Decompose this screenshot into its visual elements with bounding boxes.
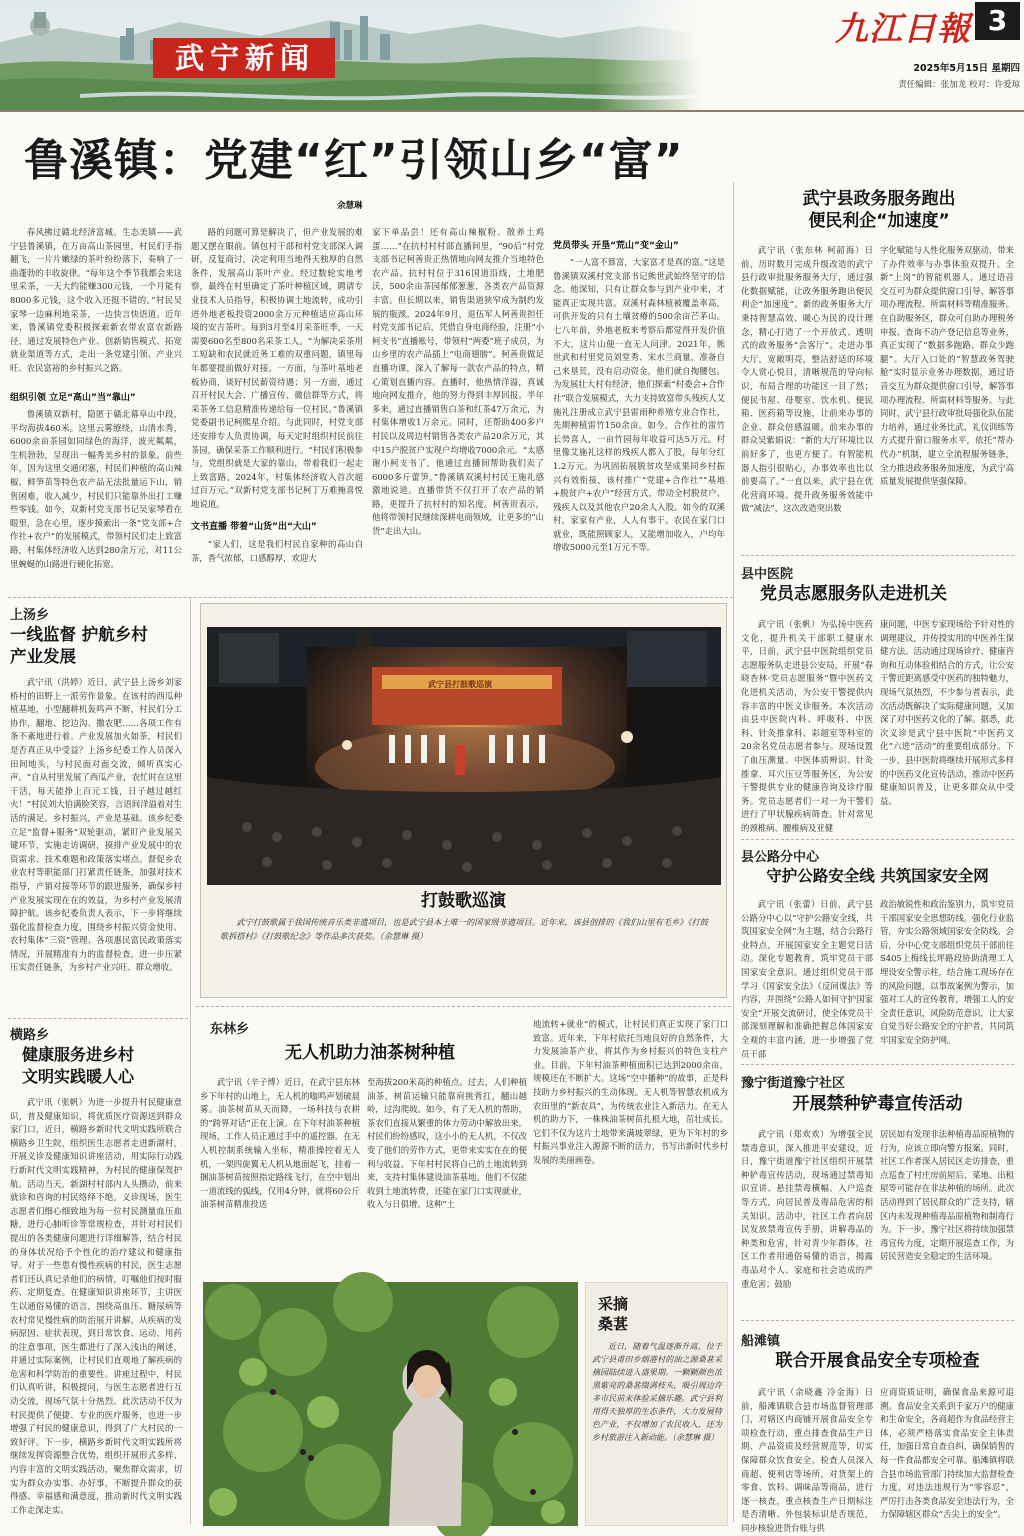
photo1-image [207, 627, 721, 885]
xzyy-kicker: 县中医院 [741, 567, 794, 582]
hp-kicker: 横路乡 [10, 1028, 50, 1043]
divider-photo1 [196, 1006, 731, 1007]
glfz-col1-paragraph: 武宁讯（张蕾）日前，武宁县公路分中心以“守护公路安全线，共筑国家安全网”为主题，结合公路行业特点，开展国家安全主题党日活动。深化专题教育，筑牢党员干部国家安全意识。通过组织党员干部学习《国家安全法》《反间谍法》等内容，并围绕“公路人如何守护国家安全”开展交流研讨，使全体党员干部深刻理解和准确把握总体国家安全观的丰富内涵，进一步增强了党员干部 [741, 899, 873, 1059]
zwfw-col2-paragraph: 字化赋能与人性化服务双驱动，带来了办件效率与办事体验双提升。全新“上岗”的智能机器人，通过语音交互可为群众提供窗口引导、解答事项办理流程、所需材料等精准服务。在自助服务区，群众可自助办理税务申报、查询不动产登记信息等业务，真正实现了“数据多跑路、群众少跑腿”。大厅入口处的“智慧政务驾驶舱”实时显示业务办理数据，通过语音交互为群众提供窗口引导，解答事项办理流程、所需材料等服务。与此同时，武宁县行政审批局强化队伍能力培养，通过业务比武、礼仪训练等方式提升窗口服务水平，依托“帮办代办”机制，建立全流程服务链条，全力推进政务服务加速度，为武宁高质量发展提供坚强保障。 [880, 245, 1014, 487]
dl-col1-paragraph: 武宁讯（辛子博）近日，在武宁县东林乡下年村的山地上，无人机的嗡鸣声划破晨雾。油茶树苗从天而降，一场科技与农耕的“跨界对话”正在上演。在下年村油茶种植现场，工作人员正通过手中的遥控器，在无人机控制系统输入坐标，精准操控着无人机，一架四旋翼无人机从地面起飞，挂着一捆油茶树苗按照指定路线飞行，在空中划出一道流线的弧线，仅用4分钟，就将60公斤油茶树苗精准投送 [200, 1077, 360, 1210]
hp-headline-1: 健康服务进乡村 [22, 1045, 135, 1064]
dl-col1-text [200, 1076, 360, 1270]
lead-subhead-2: 文书直播 带着“山货”出“大山” [191, 522, 317, 532]
sh-body-paragraph: 武宁讯（洪婷）近日，武宁县上汤乡刘家桥村的田野上一派劳作景象。在该村的西瓜种植基地，小型翻耕机轰鸣声不断，村民们分工协作，翻地、挖边沟、撒农肥……各项工作有条不紊地进行着。产业发展加火如荼，村民们是否真正从中受益？上汤乡纪委工作人员深入田间地头，与村民面对面交流，倾听真实心声。“自从村里发展了西瓜产业，农忙时在这里干活，每天能挣上百元工钱，日子越过越红火！”村民刘大伯满脸笑容，言语间洋溢着对生活的满足。乡村振兴，产业是基础。该乡纪委立足“监督+服务”双轮驱动，紧盯产业发展关键环节，实施走访调研，摸排产业发展中的农资需求、技术难题和政策落实堵点。督促乡农业农村等职能部门打紧责任链条，加强对技术指导，产销对接等环节的跟进服务，确保乡村产业发展实现在在的效益，为乡村产业发展清障护航。该乡纪委负责人表示，下一步将继续强化监督检查力度，围绕乡村振兴资金使用、农村集体“三资”管理、各项惠民富民政策落实情况，开展精准有力的监督检查，进一步压紧压实责任链条，为乡村产业兴旺、群众增收。 [10, 677, 182, 973]
hp-body-text [10, 1096, 182, 1526]
editor-credits: 责任编辑：张加龙 校对：许爱琼 [898, 80, 1020, 90]
zwfw-headline-1: 武宁县政务服务跑出 [802, 189, 956, 209]
photo2-caption: 近日，随着气温逐渐升高，位于武宁县甫田乡烟港村的油之源桑葚采摘园陆续进入盛果期。一颗颗颜色浓黑紫亮的桑葚缀满枝头，吸引周边许多市民前来体验采摘乐趣。武宁县利用得天独厚的生态条件，大力发展特色产业，不仅增加了农民收入，还为乡村旅游注入新动能。（余慧琳 摄） [592, 1342, 722, 1442]
issue-date: 2025年5月15日 星期四 [913, 63, 1020, 74]
lead-col3-paragraph: 家下单品尝！还有高山辣椒粉、散养土鸡蛋……”在抗村村村部直播间里，“90后”村党支部书记柯善贵正热情地向网友推介当地特色农产品。抗村村位于316国道沿线，土地肥沃，500余亩茶园郁郁葱葱，各类农产品资源丰富。但长期以来，销售渠道狭窄成为制约发展的瓶颈。2024年9月，退伍军人柯善贵担任村党支部书记后，凭借自身电商经验，注册“小柯支书”直播账号，带领村“两委”班子成员，为山乡里的农产品插上“电商翅膀”。柯善贵做足直播功课，深入了解每一款农产品的特点，精心策划直播内容。直播时，他热情洋溢，真诚地向网友推介，他的努力得到丰厚回报。半年多来，通过直播销售白茶和红茶47万余元，为村集体增收1万余元。同时，还帮助400多户村民以及周边村销售各类农产品20余万元，其中15户脱贫户实现户均增收7000余元。“太感谢小柯支书了，他通过直播间帮助我们卖了6000多斤蕾笋。”鲁溪镇双溪村村民王施礼感激地说道。直播带货不仅打开了农产品的销路，更提升了抗村村的知名度。柯善贵表示，他将带领村民继续深耕电商领域，让更多的“山货”走出大山。 [372, 227, 544, 537]
lead-col1-paragraph: 春风拂过赣北经济富城、生态美镇——武宁县鲁溪镇，在万亩高山茶园里，村民们手指翻飞，一片片嫩绿的茶叶纷纷落下，奏响了一曲蓬勃的丰收旋律。“每年这个季节我都会来这里采茶，一天大约能赚300元钱，一个月能有8000多元钱，这个收入还挺不错的。”村民吴家琴一边麻利地采茶，一边快言快语道。近年来，鲁溪镇党委积极探索新农带农富农新路径，通过发展特色产业、创新销售模式、拓宽就业渠道等方式，走出一条党建引领、产业兴旺、农民富裕的乡村振兴之路。 [10, 227, 182, 373]
dl-col2-paragraph: 至海拔200米高的种植点。过去，人们种植油茶，树苗运输只能靠肩挑背扛，翻山越岭，过沟爬坡。如今，有了无人机的帮助，茶农们直接从繁重的体力劳动中解放出来。村民们纷纷感叹，这小小的无人机，不仅改变了他们的劳作方式，更带来实实在在的便利与收益。下年村村民将自己的土地流转到来，支持村集体建设油茶基地。他们不仅能收到土地流转费，还能在家门口实现就业，收入与日俱增。这种“土 [367, 1077, 527, 1210]
lead-headline: 鲁溪镇：党建“红”引领山乡“富” [24, 135, 684, 186]
dl-kicker: 东林乡 [210, 1022, 250, 1037]
lead-subhead-3: 党员带头 开垦“荒山”变“金山” [553, 241, 679, 251]
jd-col2-paragraph: 居民如有发现非法种植毒品原植物的行为，应该立即向警方报案。同时，社区工作者深入居民区走访排查，重点巡查了村庄房前屋后、菜地、出租屋等可能存在非法种植的场所。此次活动得到了居民群众的广泛支持，辖区内未发现种植毒品原植物和制毒行为。下一步，豫宁社区将持续加强禁毒宣传力度，定期开展巡查工作，为居民营造安全稳定的生活环境。 [880, 1129, 1014, 1262]
glfz-headline: 守护公路安全线 共筑国家安全网 [766, 867, 989, 885]
newspaper-name: 九江日報 [835, 9, 971, 48]
dl-col3-text [533, 1018, 728, 1248]
photo1-title: 打鼓歌巡演 [421, 891, 506, 911]
page-number: 3 [987, 4, 1008, 37]
ct-col1-text [741, 1386, 873, 1533]
ct-col1-paragraph: 武宁讯（余晓鑫 冷金海）日前，船滩镇联合县市场监督管理部门，对辖区内商铺开展食品安全专项检查行动，重点排查食品生产日期、产品资质及经营规范等，切实保障群众饮食安全。检查人员深入商超、便利店等场所，对货架上的零食、饮料、调味品等商品，进行逐一核查，重点核查生产日期标注是否清晰、外包装标识是否规范，同步核验进货台账与供 [741, 1387, 873, 1533]
ct-kicker: 船滩镇 [741, 1334, 781, 1349]
glfz-col2-paragraph: 政治敏锐性和政治鉴别力，筑牢党员干部国家安全思想防线。强化行业监管，夯实公路领域国家安全防线。会后，分中心党支部组织党员干部前往S405上梅线长坪路段协助清理工人埋设安全警示柱，结合施工现场存在的风险问题，以事故案例为警示，加强对工人的宣传教育，增强工人的安全责任意识，风险防范意识，让大家自觉当好公路安全的守护者，共同筑牢国家安全防护网。 [880, 899, 1014, 1045]
section-title: 武宁新闻 [174, 41, 315, 75]
masthead [0, 0, 1024, 112]
lead-col1b-paragraph: 鲁溪镇双新村，隐匿于赣北幕阜山中段，平均海拔460米。这里云雾缭绕，山清水秀，6000余亩茶园如同绿色的海洋，波光粼粼，生机勃勃，呈现出一幅秀美乡村的景象。前些年，因为这里交通闭塞，村民们种植的高山辣椒、鲜笋苗等特色农产品无法批量运下山，销售困难，收入减少，村民们只能靠外出打工赚些零钱。如今，双新村党支部书记吴家琴看在眼里，急在心里，逐步摸索出一条“党支部+合作社+农户”的发展模式，带领村民们走上致富路，村集体经济收入达到280余万元，对11公里蜿蜒的山路进行硬化拓宽。 [10, 409, 182, 569]
xzyy-col2-text [880, 618, 1014, 834]
column-divider-right [733, 182, 734, 1522]
divider-jd [741, 1320, 1014, 1321]
ct-headline: 联合开展食品安全专项检查 [775, 1351, 980, 1371]
column-divider-left [190, 598, 191, 1524]
lead-byline: 余慧琳 [337, 201, 363, 211]
divider-xzyy [741, 839, 1014, 840]
jd-col2-text [880, 1128, 1014, 1312]
lead-col2-paragraph: 路的问题可算是解决了，但产业发展的难题又摆在眼前。镇包村干部和村党支部深入调研，反复商讨，决定利用当地得天独厚的自然条件，发展高山茶叶产业。经过数轮实地考察，最终在村里确定了茶叶种植区域，聘请专业技术人员指导，积极协调土地流转，成功引进外地老板投资2000余万元种植适应高山环境的安吉茶叶。每到3月至4月采茶旺季，一天需要600名至800名采茶工人。“为解决采茶用工短缺和农民就近务工难的双重问题，镇里每年都要提前做好对接。一方面，与茶叶基地老板协商，谈好村民薪资待遇；另一方面，通过召开村民大会、广播宣传、微信群等方式，将采茶务工信息精准传递给每一位村民。”鲁溪镇党委副书记柯熙星介绍。与此同时，村党支部还安排专人负责协调，每天定时组织村民前往茶园，确保采茶工作顺利进行。“村民们积极参与，党组织就是大家的靠山，带着我们一起走上致富路。2024年，村集体经济收入首次超过百万元。”双新村党支部书记柯丁万难掩喜悦地说道。 [191, 227, 363, 509]
hp-headline-2: 文明实践暖人心 [22, 1067, 135, 1086]
ct-col2-paragraph: 应商资质证明，确保食品来源可追溯。食品安全关系到千家万户的健康和生命安全，各商超作为食品经营主体，必须严格落实食品安全主体责任，加强日常自查自纠，确保销售的每一件食品都安全可靠。船滩镇将联合县市场监管部门持续加大监督检查力度，对违法违规行为“零容忍”，严厉打击各类食品安全违法行为，全力保障辖区群众“舌尖上的安全”。 [880, 1387, 1014, 1520]
divider-sh [8, 1018, 188, 1019]
sh-headline-2: 产业发展 [10, 647, 76, 666]
zwfw-headline-2: 便民利企“加速度” [808, 211, 950, 231]
dl-col2-text [367, 1076, 527, 1270]
masthead-rule [0, 110, 1024, 112]
photo1-caption: 武宁打鼓歌属于我国传统音乐类非遗项目，也是武宁县本土唯一的国家级非遗项目。近年来，该县创排的《我们山里有毛乡》《打鼓歌拆搭村》《打鼓歌纪念》等作品多次获奖。（余慧琳 摄） [220, 917, 708, 941]
lead-col2b-paragraph: “家人们，这是我们村民自家种的高山白茶，香气浓郁，口感醇厚，欢迎大 [191, 539, 363, 563]
lead-col2-text [191, 226, 363, 518]
jd-col1-paragraph: 武宁讯（郑欢欢）为增强全民禁毒意识，深入推进平安建设，近日，豫宁街道豫宁社区组织开展禁种铲毒宣传活动，现场通过禁毒知识宣讲、悬挂禁毒横幅、入户巡查等方式，向居民普及毒品危害的相关知识。活动中，社区工作者向居民发放禁毒宣传手册，讲解毒品的种类和危害，针对青少年群体，社区工作者用通俗易懂的语言，揭露毒品对个人、家庭和社会造成的严重危害；鼓励 [741, 1129, 873, 1289]
sh-body-text [10, 676, 182, 1014]
xzyy-col2-paragraph: 康问题，中医专家现场给予针对性的调理建议，并传授实用的中医养生保健方法。活动通过现场诊疗、健康咨询和互动体验相结合的方式，让公安干警近距离感受中医药的独特魅力，现场气氛热烈，不少参与者表示，此次活动既解决了实际健康问题，又加深了对中医药文化的了解。据悉，此次义诊是武宁县中医院“中医药文化”六进“活动”的重要组成部分。下一步，县中医院将继续开展形式多样的中医药文化宣传活动，推动中医药健康知识普及，让更多群众从中受益。 [880, 619, 1014, 806]
divider-lead [8, 597, 733, 598]
xzyy-col1-paragraph: 武宁讯（张帆）为弘扬中医药文化，提升机关干部职工健康水平，日前，武宁县中医院组织党员志愿服务队走进县公安局，开展“春晓杏林·党员志愿服务”暨中医药文化进机关活动，为公安干警提供内容丰富的中医义诊服务。本次活动由县中医院内科、呼吸科、中医科、针灸推拿科、彩超室等科室的20余名党员志愿者参与。现场设置了血压测量、中医体质辨识、针灸推拿、耳穴压豆等服务区，为公安干警提供专业的健康咨询及诊疗服务。党员志愿者们一对一为干警们进行了甲状腺疾病筛查。针对常见的颈椎病、腰椎病及亚健 [741, 619, 873, 833]
lead-col2b-text [191, 538, 363, 590]
hp-body-paragraph: 武宁讯（张帆）为进一步提升村民健康意识，普及健康知识，将优质医疗资源送到群众家门口，近日，横路乡新时代文明实践所联合横路乡卫生院，组织医生志愿者走进新湖村，开展义诊及健康知识讲座活动，用实际行动践行新时代文明实践精神，为村民的健康保驾护航。活动当天，新湖村村部内人头攒动，前来就诊和咨询的村民络绎不绝。义诊现场，医生志愿者们细心细致地为每一位村民测量血压血糖，进行心肺听诊等常规检查，并针对村民们提出的各类健康问题进行详细解答，结合村民的身体状况给予个性化的治疗建议和健康指导。对于一些患有慢性疾病的村民，医生志愿者们还认真记录他们的病情，叮嘱他们按时服药、定期复查。在健康知识讲座环节，主讲医生以通俗易懂的语言，围绕高血压、糖尿病等农村常见慢性病的防治展开讲解。从疾病的发病原因、症状表现，到日常饮食、运动、用药的注意事项，医生都进行了深入浅出的阐述，并通过实际案例，让村民们直观地了解疾病的危害和科学防治的重要性。讲座过程中，村民们认真听讲，积极提问，与医生志愿者进行互动交流，现场气氛十分热烈。此次活动不仅为村民提供了便捷、专业的医疗服务，也进一步增强了村民的健康意识，得到了广大村民的一致好评。下一步，横路乡新时代文明实践所将继续发挥资源整合优势，组织开展形式多样、内容丰富的文明实践活动，聚焦群众需求，切实为群众办实事、办好事，不断提升群众的获得感、幸福感和满意度，推动新时代文明实践工作走深走实。 [10, 1097, 182, 1515]
lead-col1-text [10, 226, 182, 390]
skyline-banner-image [0, 0, 700, 112]
lead-subhead-1: 组织引领 立足“高山”当“靠山” [10, 393, 136, 403]
divider-zwfw [741, 555, 1014, 556]
xzyy-headline: 党员志愿服务队走进机关 [760, 584, 947, 604]
dl-col3-paragraph: 地流转+就业”的模式，让村民们真正实现了家门口致富。近年来，下年村依托当地良好的自然条件，大力发展油茶产业，将其作为乡村振兴的特色支柱产业。目前，下年村油茶种植面积已达到2000余亩，规模还在不断扩大。这场“空中播种”的故事，正是科技助力乡村振兴的生动体现。无人机等智慧农机成为农田里的“新农具”，为传统农业注入新活力。在无人机的助力下，一株株油茶树苗扎根大地，茁壮成长。它们不仅为这片土地带来满坡翠绿，更为下年村的乡村振兴事业注入源源不断的活力，书写出新时代乡村发展的美丽画卷。 [533, 1019, 728, 1165]
glfz-col1-text [741, 898, 873, 1059]
sh-kicker: 上汤乡 [10, 608, 50, 623]
photo2-caption-box [592, 1340, 722, 1522]
zwfw-col2-text [880, 244, 1014, 532]
photo2-title-2: 桑葚 [598, 1315, 629, 1333]
photo2-image [203, 1282, 578, 1526]
dl-headline: 无人机助力油茶树种植 [285, 1043, 455, 1063]
glfz-col2-text [880, 898, 1014, 1054]
jd-kicker: 豫宁街道豫宁社区 [741, 1076, 846, 1091]
photo2-title-1: 采摘 [598, 1295, 629, 1313]
lead-col3-text [372, 226, 544, 592]
glfz-kicker: 县公路分中心 [741, 850, 820, 865]
sh-headline-1: 一线监督 护航乡村 [10, 625, 148, 644]
lead-col1b-text [10, 408, 182, 592]
divider-glfz [741, 1064, 1014, 1065]
ct-col2-text [880, 1386, 1014, 1526]
jd-col1-text [741, 1128, 873, 1312]
jd-headline: 开展禁种铲毒宣传活动 [792, 1094, 963, 1114]
lead-col4-paragraph: “一人富不算富，大家富才是真的富。”这是鲁溪镇双溪村党支部书记熊世武始终坚守的信念。他深知，只有让群众参与到产业中来，才能真正实现共富。双溪村森林植被覆盖率高，可供开发的只有土壤贫瘠的500余亩芒茅山。七八年前，外地老板来考察后都觉得开发价值不大，这片山便一直无人问津。2021年，熊世武和村里党员刘堂秀、宋水兰商量，准备自己来垦荒，没有启动资金，他们就自掏腰包。为发展壮大村有经济，他们探索“村委会+合作社”联合发展模式，大力支持致富带头残疾人艾施礼注册成立武宁县雷雨种养殖专业合作社，先期种植雷竹150余亩。如今，合作社的雷竹长势喜人，一亩竹园每年收益可达5万元。村里像艾施礼这样的残疾人都入了股，每年分红1.2万元。为巩固拓展脱贫攻坚成果同乡村振兴有效衔接，该村推广“党建+合作社”“基地+脱贫户+农户”经营方式，带动全村脱贫户、残疾人以及其他农户20余人入股。如今的双溪村，家家有产业，人人有事干。农民在家门口就业，既能照顾家人，又能增加收入，户均年增收5000元至1万元不等。 [553, 257, 725, 553]
photo1-banner-text: 武宁县打鼓歌巡演 [428, 680, 492, 689]
zwfw-col1-text [741, 244, 873, 532]
lead-col4-text [553, 256, 725, 592]
zwfw-col1-paragraph: 武宁讯（张东林 柯韶海）日前，历时数月完成升级改造的武宁县行政审批服务服务大厅，通过强化数据赋能，让政务服务跑出便民利企“加速度”。新的政务服务大厅秉持智慧高效、暖心为民的设计理念，精心打造了一个开放式、透明式的政务服务“会客厅”。走进办事大厅，宽敞明亮，整洁舒适的环境令人赏心悦目，清晰规范的导向标识，布局合理的功能区一目了然；便民书屋、母婴室、饮水机、便民箱、医药箱等设施，让前来办事的企业、群众倍感温暖。前来办事的群众吴紫娟说：“新的大厅环境比以前好多了，也更方便了。有智能机器人指引很贴心，办事效率也比以前要高了。”一直以来，武宁县在优化营商环境、提升政务服务效能中做“减法”，这次改造突出数 [741, 245, 873, 514]
xzyy-col1-text [741, 618, 873, 834]
photo1-caption-box [220, 916, 708, 994]
